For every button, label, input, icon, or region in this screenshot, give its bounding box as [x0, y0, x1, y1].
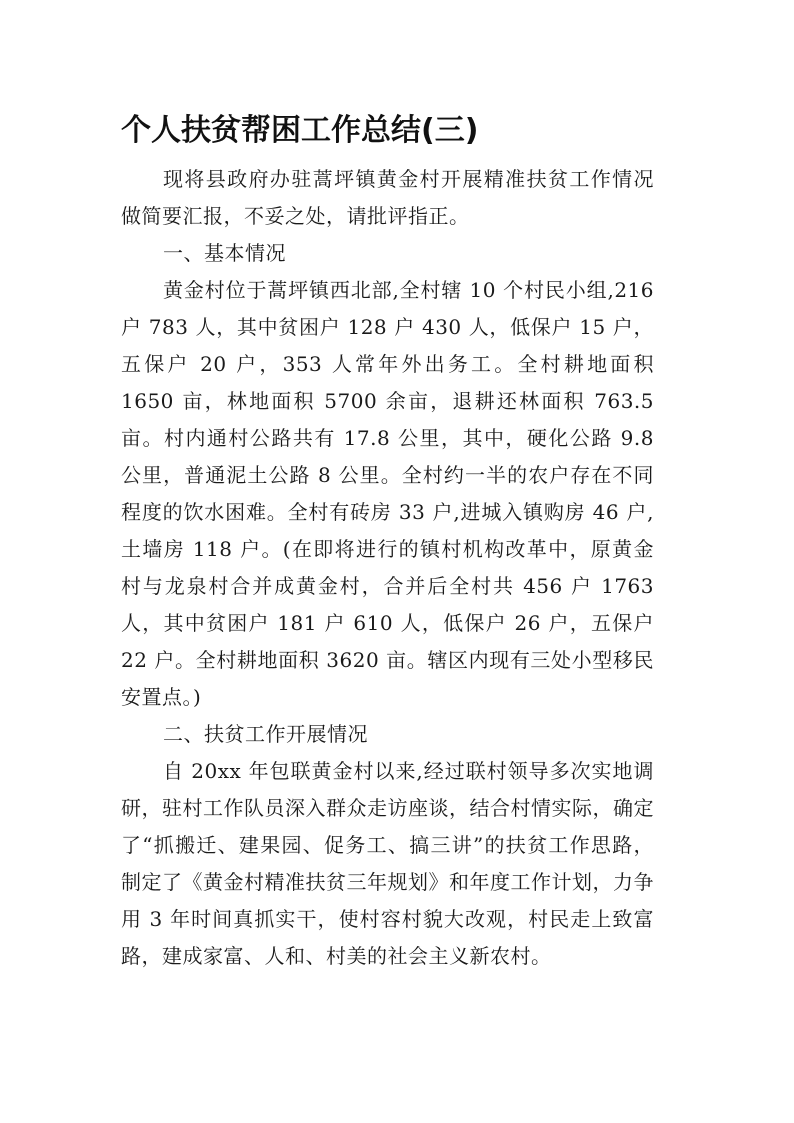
document-body	[121, 161, 654, 975]
work-progress-paragraph: 自 20xx 年包联黄金村以来,经过联村领导多次实地调研，驻村工作队员深入群众走访座谈，结合村情实际，确定了“抓搬迁、建果园、促务工、搞三讲”的扶贫工作思路，制定了《黄金村精准扶贫三年规划》和年度工作计划，力争用 3 年时间真抓实干，使村容村貌大改观，村民走上致富路，建成家富、人和、村美的社会主义新农村。	[121, 759, 654, 968]
section-heading-basic-situation: 一、基本情况	[163, 241, 286, 265]
section-heading-work-progress: 二、扶贫工作开展情况	[163, 722, 368, 746]
document-title: 个人扶贫帮困工作总结(三)	[121, 113, 479, 148]
basic-situation-paragraph: 黄金村位于蒿坪镇西北部,全村辖 10 个村民小组,216 户 783 人，其中贫困户 128 户 430 人，低保户 15 户，五保户 20 户，353 人常年外出务工。全村耕地面积 1650 亩，林地面积 5700 余亩，退耕还林面积 763.5 亩。村内通村公路共有 17.8 公里，其中，硬化公路 9.8 公里，普通泥土公路 8 公里。全村约一半的农户存在不同程度的饮水困难。全村有砖房 33 户,进城入镇购房 46 户,土墙房 118 户。(在即将进行的镇村机构改革中，原黄金村与龙泉村合并成黄金村，合并后全村共 456 户 1763 人，其中贫困户 181 户 610 人，低保户 26 户，五保户 22 户。全村耕地面积 3620 亩。辖区内现有三处小型移民安置点。)	[121, 278, 654, 709]
intro-paragraph: 现将县政府办驻蒿坪镇黄金村开展精准扶贫工作情况做简要汇报，不妥之处，请批评指正。	[121, 167, 654, 228]
